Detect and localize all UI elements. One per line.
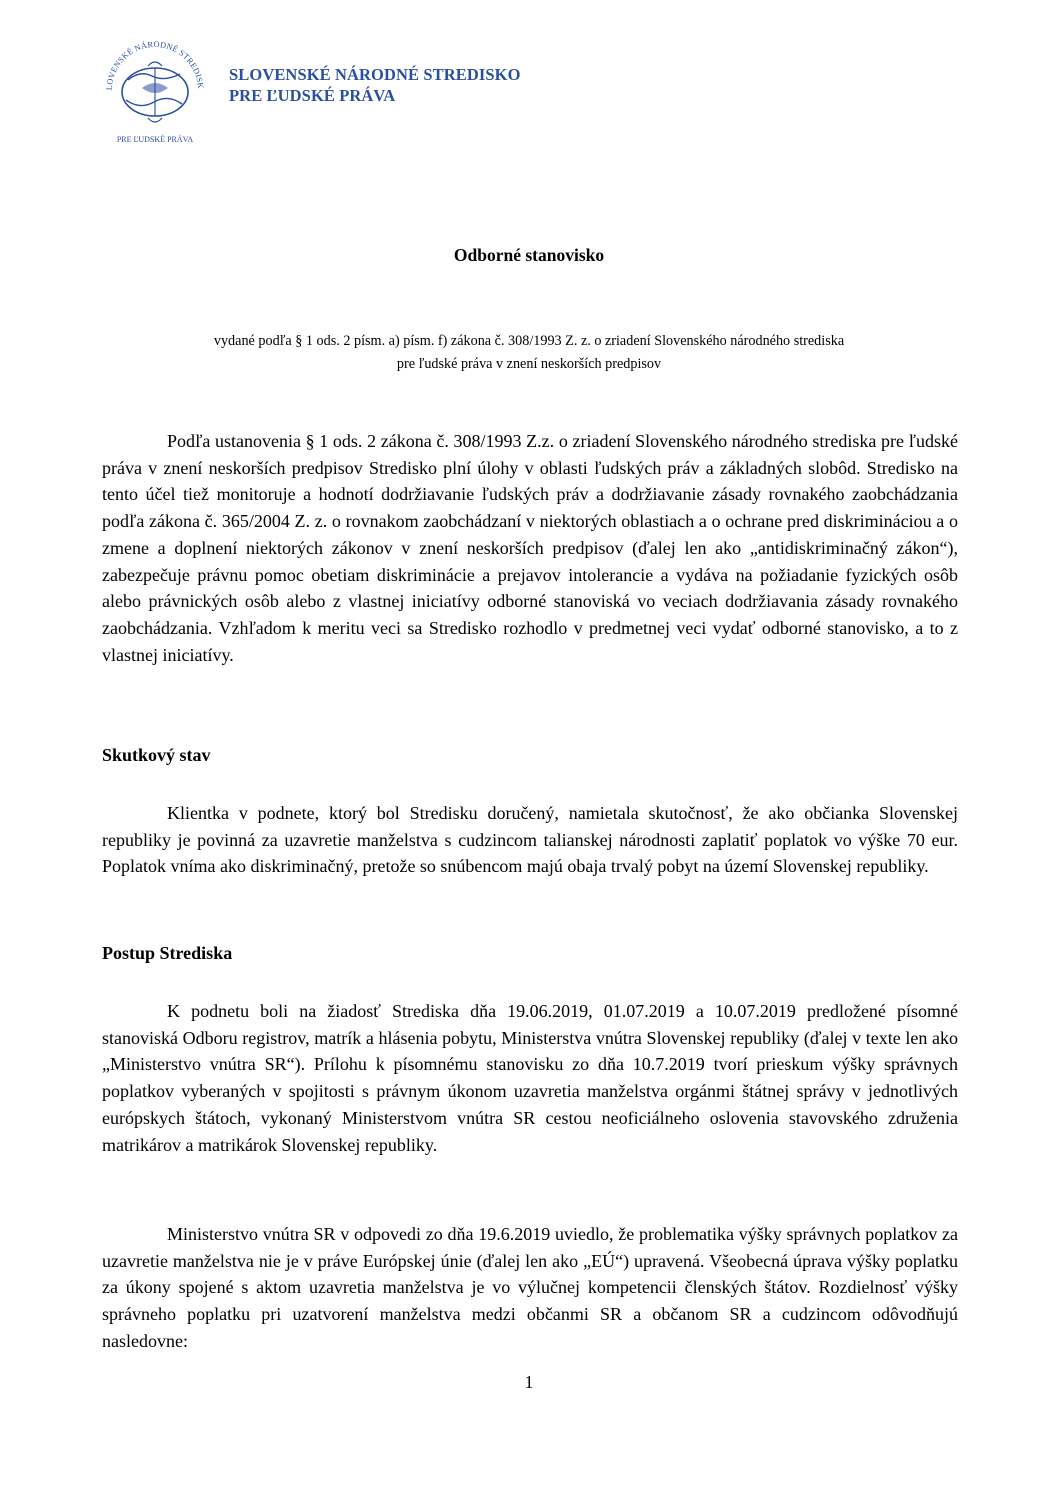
- section-heading-skutkovy-stav: Skutkový stav: [102, 745, 211, 765]
- section2b: [102, 1221, 958, 1355]
- page-number: 1: [524, 1372, 534, 1392]
- logo-arc-text: LOVENSKÉ NÁRODNÉ STREDISK: [104, 39, 206, 91]
- section1-paragraph: Klientka v podnete, ktorý bol Stredisku doručený, namietala skutočnosť, že ako občianka Slovenskej republiky je povinná za uzavretie manželstva s cudzincom talianskej národnosti zaplatiť poplatok vo výške 70 eur. Poplatok vníma ako diskriminačný, pretože so snúbencom majú obaja trvalý pobyt na území Slovenskej republiky.: [102, 803, 958, 877]
- subtitle-line2: pre ľudské práva v znení neskorších predpisov: [396, 356, 662, 372]
- section2-paragraph1: K podnetu boli na žiadosť Strediska dňa 19.06.2019, 01.07.2019 a 10.07.2019 predložené písomné stanoviská Odboru registrov, matrík a hlásenia pobytu, Ministerstva vnútra Slovenskej republiky (ďalej v texte len ako „Ministerstvo vnútra SR“). Prílohu k písomnému stanovisku zo dňa 10.7.2019 tvorí prieskum výšky správnych poplatkov vyberaných v spojitosti s právnym úkonom uzavretia manželstva orgánmi štátnej správy v jednotlivých európskych štátoch, vykonaný Ministerstvom vnútra SR cestou neoficiálneho oslovenia stavovského združenia matrikárov a matrikárok Slovenskej republiky.: [102, 1001, 958, 1155]
- logo-bottom-text: PRE ĽUDSKÉ PRÁVA: [116, 135, 194, 144]
- organization-name-line1: SLOVENSKÉ NÁRODNÉ STREDISKO: [229, 65, 521, 84]
- document-subtitle: [100, 330, 958, 376]
- intro-section: [102, 428, 958, 668]
- organization-name-line2: PRE ĽUDSKÉ PRÁVA: [229, 86, 396, 105]
- organization-name: [229, 64, 521, 106]
- organization-logo: [90, 30, 220, 155]
- subtitle-line1: vydané podľa § 1 ods. 2 písm. a) písm. f) zákona č. 308/1993 Z. z. o zriadení Slovenského národného strediska: [213, 333, 845, 349]
- section2: [102, 998, 958, 1158]
- section-heading-postup-strediska: Postup Strediska: [102, 943, 233, 963]
- intro-paragraph: Podľa ustanovenia § 1 ods. 2 zákona č. 308/1993 Z.z. o zriadení Slovenského národného strediska pre ľudské práva v znení neskorších predpisov Stredisko plní úlohy v oblasti ľudských práv a základných slobôd. Stredisko na tento účel tiež monitoruje a hodnotí dodržiavanie ľudských práv a dodržiavanie zásady rovnakého zaobchádzania podľa zákona č. 365/2004 Z. z. o rovnakom zaobchádzaní v niektorých oblastiach a o ochrane pred diskrimináciou a o zmene a doplnení niektorých zákonov v znení neskorších predpisov (ďalej len ako „antidiskriminačný zákon“), zabezpečuje právnu pomoc obetiam diskriminácie a prejavov intolerancie a vydáva na požiadanie fyzických osôb alebo právnických osôb alebo z vlastnej iniciatívy odborné stanoviská vo veciach dodržiavania zásady rovnakého zaobchádzania. Vzhľadom k meritu veci sa Stredisko rozhodlo v predmetnej veci vydať odborné stanovisko, a to z vlastnej iniciatívy.: [102, 431, 958, 665]
- document-title: Odborné stanovisko: [453, 245, 605, 265]
- section1: [102, 800, 958, 880]
- section2-paragraph2: Ministerstvo vnútra SR v odpovedi zo dňa 19.6.2019 uviedlo, že problematika výšky správnych poplatkov za uzavretie manželstva nie je v práve Európskej únie (ďalej len ako „EÚ“) upravená. Všeobecná úprava výšky poplatku za úkony spojené s aktom uzavretia manželstva je vo výlučnej kompetencii členských štátov. Rozdielnosť výšky správneho poplatku pri uzatvorení manželstva medzi občanmi SR a občanom SR a cudzincom odôvodňujú nasledovne:: [102, 1224, 958, 1351]
